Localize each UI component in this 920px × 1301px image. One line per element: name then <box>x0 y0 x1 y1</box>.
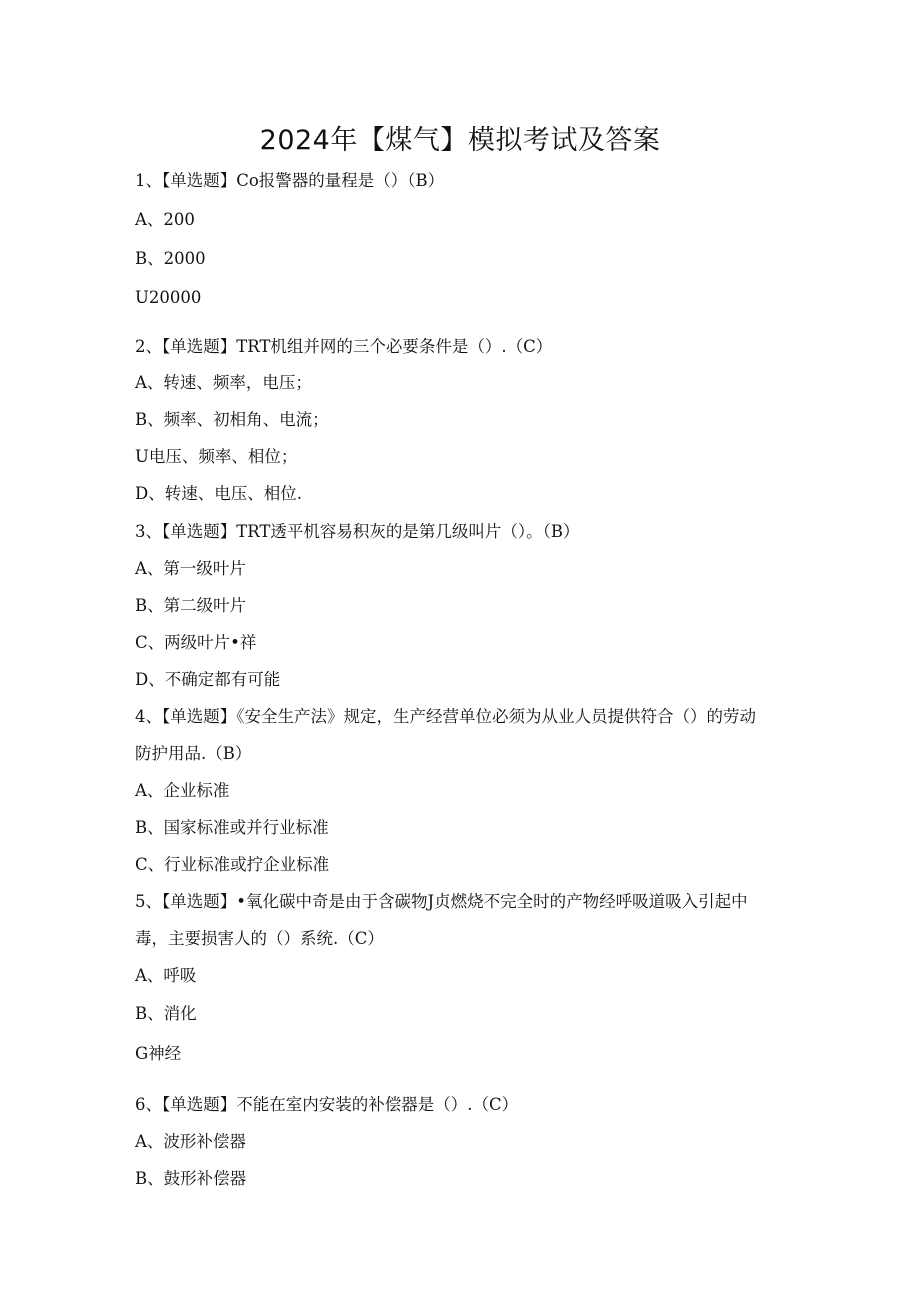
page-title: 2024年【煤气】模拟考试及答案 <box>259 125 661 156</box>
question-1-option-c: U20000 <box>135 288 202 307</box>
question-3-option-c: C、两级叶片•祥 <box>135 633 257 652</box>
question-2-option-b: B、频率、初相角、电流； <box>135 410 329 429</box>
question-6-stem: 6、【单选题】不能在室内安装的补偿器是（）.（C） <box>135 1095 519 1114</box>
question-5-stem: 5、【单选题】•氧化碳中奇是由于含碳物J贞燃烧不完全时的产物经呼吸道吸入引起中 <box>135 892 748 911</box>
question-5-stem-continued: 毒，主要损害人的（）系统.（C） <box>135 929 384 948</box>
question-2-stem: 2、【单选题】TRT机组并网的三个必要条件是（）.（C） <box>135 337 553 356</box>
question-4-option-a: A、企业标准 <box>135 781 230 800</box>
question-4-stem-continued: 防护用品.（B） <box>135 744 252 763</box>
question-5-option-a: A、呼吸 <box>135 966 197 985</box>
question-6-option-a: A、波形补偿器 <box>135 1132 246 1151</box>
question-3-stem: 3、【单选题】TRT透平机容易积灰的是第几级叫片（）。（B） <box>135 522 580 541</box>
question-2-option-d: D、转速、电压、相位. <box>135 484 302 503</box>
question-3-option-a: A、第一级叶片 <box>135 559 246 578</box>
question-4-stem: 4、【单选题】《安全生产法》规定，生产经营单位必须为从业人员提供符合（）的劳动 <box>135 707 756 726</box>
question-3-option-d: D、不确定都有可能 <box>135 670 281 689</box>
question-6-option-b: B、鼓形补偿器 <box>135 1169 247 1188</box>
question-5-option-c: G神经 <box>135 1044 182 1063</box>
question-2-option-c: U电压、频率、相位； <box>135 447 298 466</box>
question-2-option-a: A、转速、频率，电压； <box>135 373 312 392</box>
question-4-option-c: C、行业标准或拧企业标准 <box>135 855 330 874</box>
question-1-stem: 1、【单选题】Co报警器的量程是（）（B） <box>135 171 445 190</box>
question-4-option-b: B、国家标准或并行业标准 <box>135 818 329 837</box>
question-1-option-b: B、2000 <box>135 249 206 268</box>
question-3-option-b: B、第二级叶片 <box>135 596 247 615</box>
question-5-option-b: B、消化 <box>135 1004 197 1023</box>
question-1-option-a: A、200 <box>135 210 195 229</box>
